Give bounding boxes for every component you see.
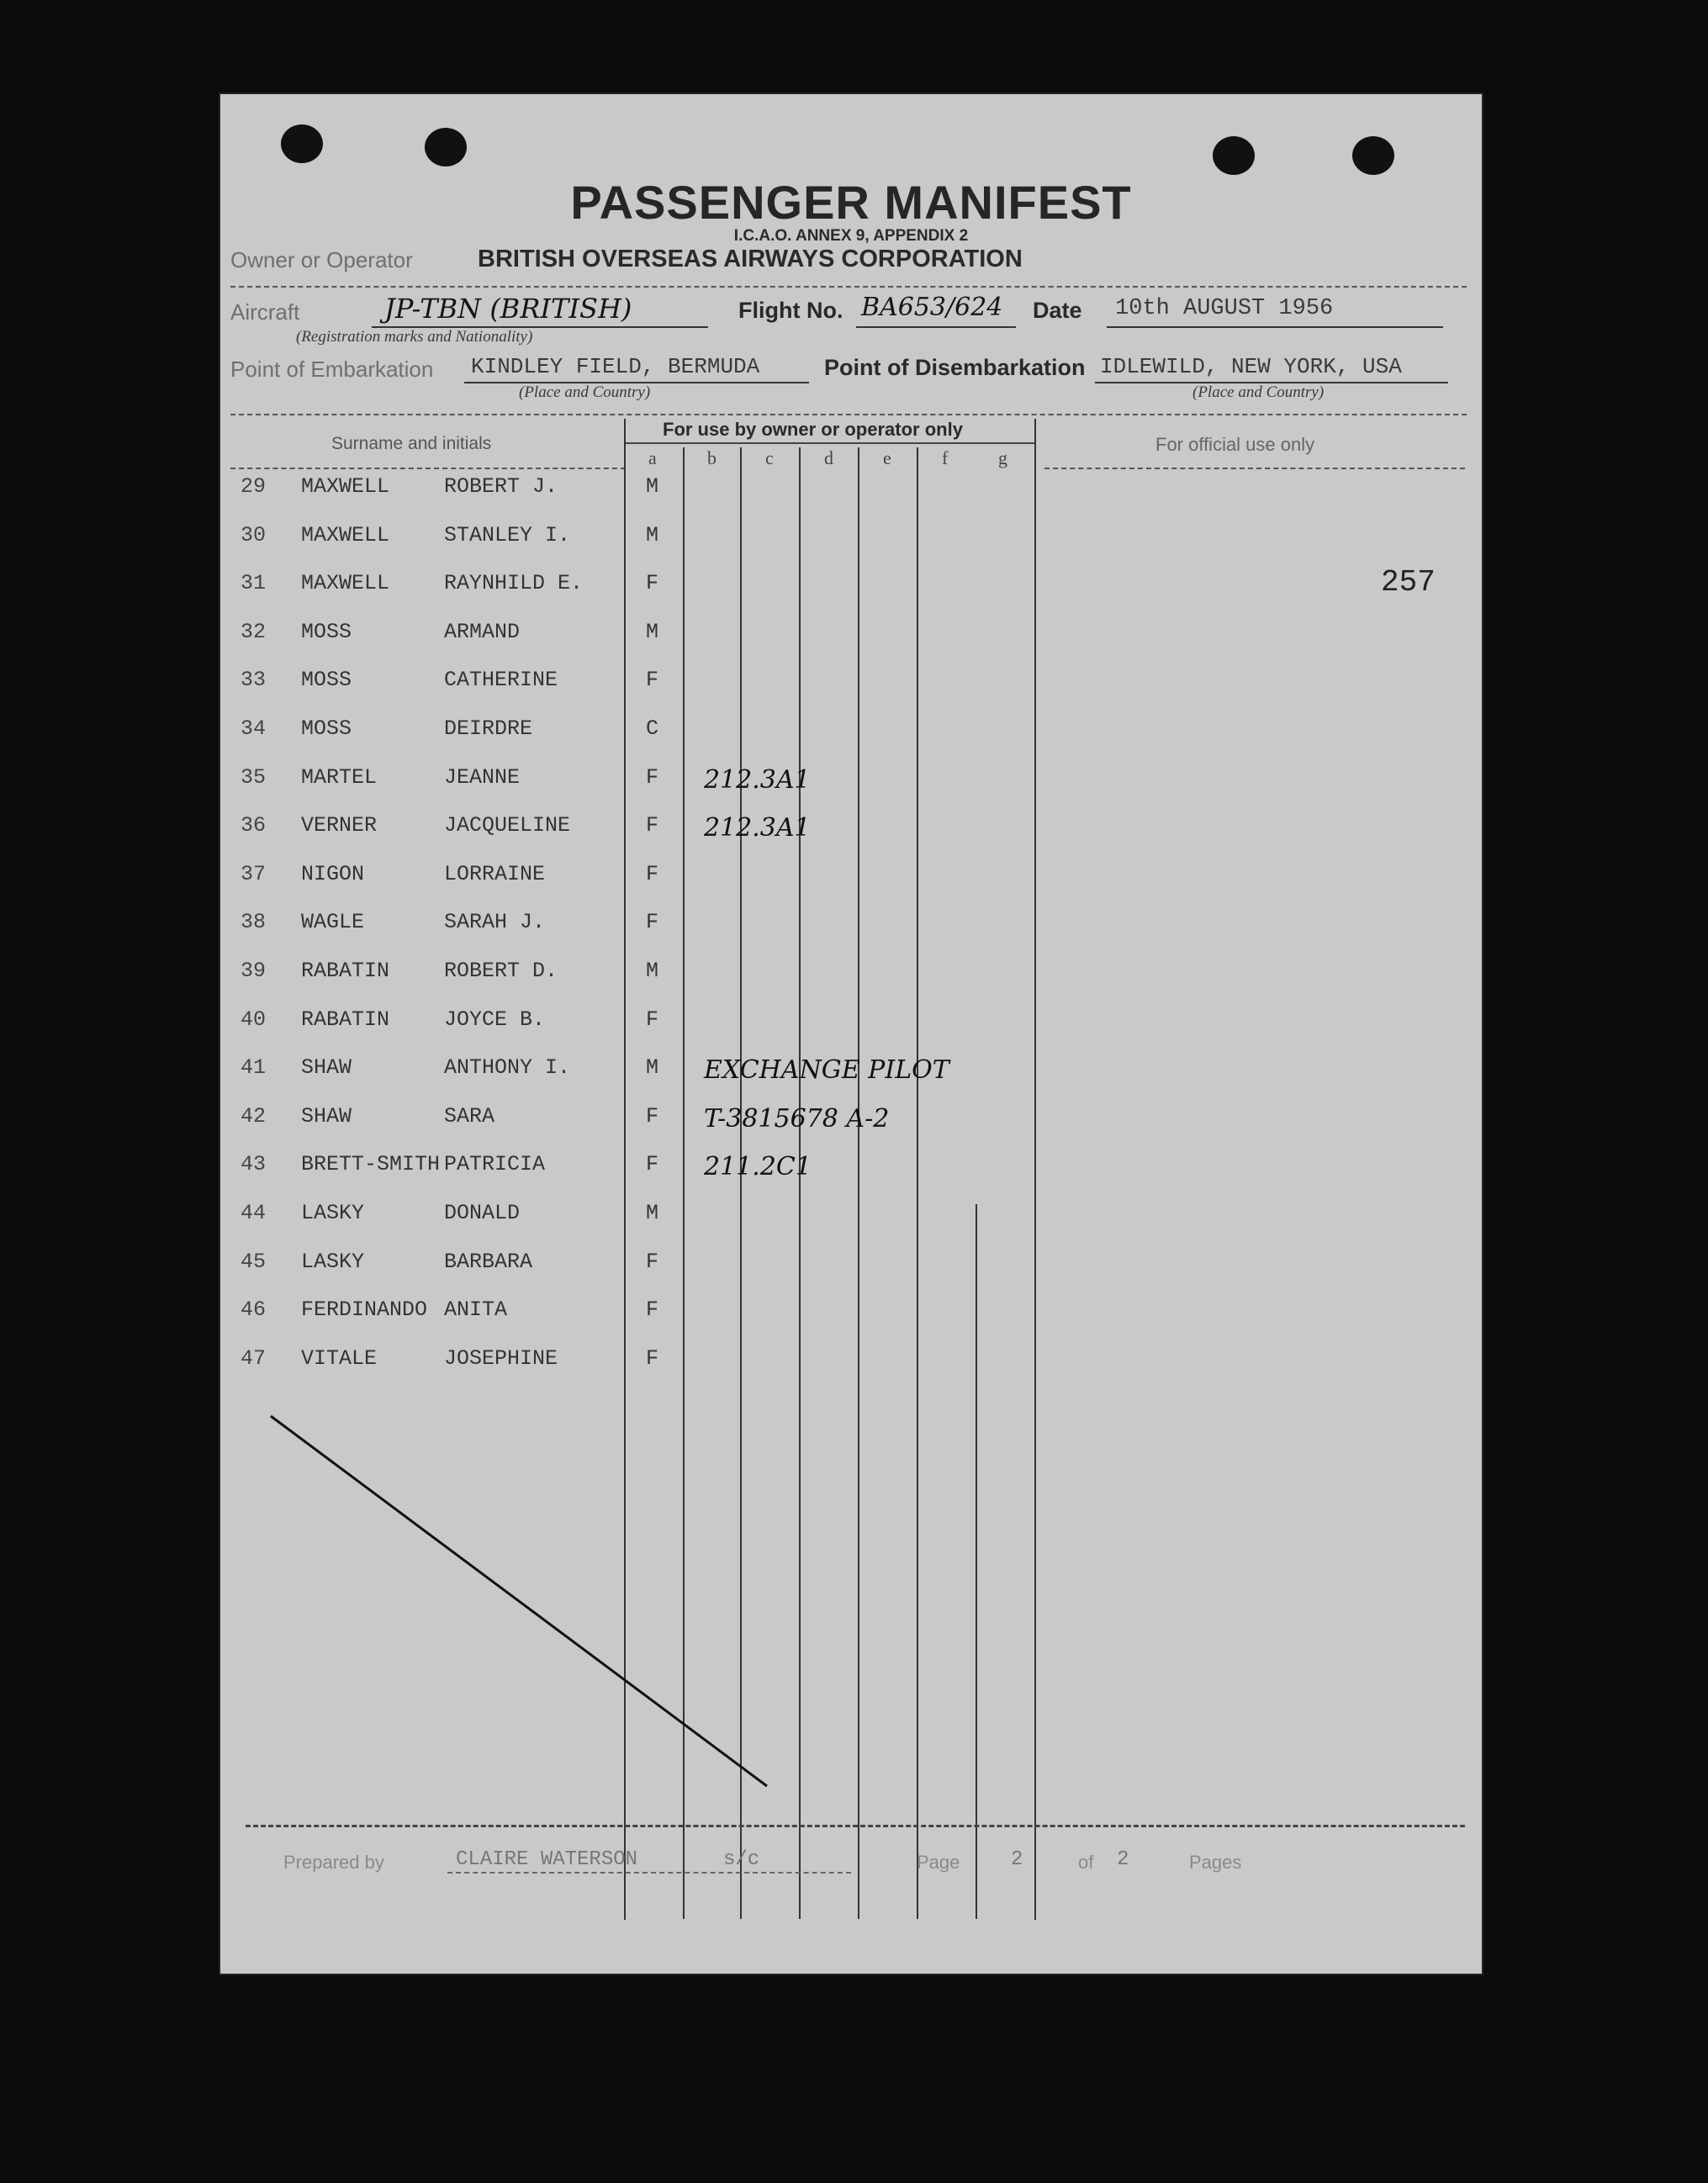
disembark-value: IDLEWILD, NEW YORK, USA: [1100, 354, 1402, 379]
passenger-sex: F: [646, 1152, 659, 1176]
page-value: 2: [1011, 1848, 1023, 1871]
passenger-given-name: ANTHONY I.: [444, 1055, 571, 1080]
page-label: Page: [917, 1852, 960, 1873]
prepared-underline: [447, 1872, 851, 1874]
of-value: 2: [1117, 1848, 1129, 1871]
col-official-header: For official use only: [1155, 434, 1315, 455]
passenger-given-name: PATRICIA: [444, 1152, 546, 1176]
passenger-note: 212.3A1: [704, 765, 811, 795]
aircraft-note: (Registration marks and Nationality): [296, 328, 533, 346]
passenger-number: 46: [241, 1298, 267, 1322]
passenger-surname: RABATIN: [301, 1007, 390, 1032]
owner-value: BRITISH OVERSEAS AIRWAYS CORPORATION: [478, 246, 1023, 272]
passenger-given-name: ROBERT D.: [444, 959, 558, 983]
passenger-surname: MAXWELL: [301, 474, 390, 499]
passenger-given-name: RAYNHILD E.: [444, 571, 584, 595]
passenger-number: 33: [241, 668, 267, 692]
prepared-value: CLAIRE WATERSON: [456, 1848, 638, 1871]
passenger-sex: F: [646, 765, 659, 790]
passenger-sex: C: [646, 716, 659, 741]
embark-note: (Place and Country): [519, 383, 651, 401]
passenger-surname: MOSS: [301, 716, 352, 741]
col-operator-header: For use by owner or operator only: [663, 419, 963, 440]
passenger-sex: M: [646, 1201, 659, 1225]
col-letter-b: b: [707, 447, 717, 468]
embark-label: Point of Embarkation: [230, 357, 434, 382]
passenger-number: 37: [241, 862, 267, 886]
passenger-given-name: JACQUELINE: [444, 813, 571, 838]
col-name-header: Surname and initials: [331, 434, 492, 453]
col-letter-e: e: [883, 447, 891, 468]
passenger-given-name: ROBERT J.: [444, 474, 558, 499]
passenger-given-name: ANITA: [444, 1298, 508, 1322]
aircraft-value: JP-TBN (BRITISH): [384, 293, 632, 325]
passenger-given-name: CATHERINE: [444, 668, 558, 692]
passenger-number: 38: [241, 910, 267, 934]
disembark-label: Point of Disembarkation: [824, 355, 1086, 380]
passenger-number: 43: [241, 1152, 267, 1176]
aircraft-label: Aircraft: [230, 299, 300, 325]
passenger-surname: WAGLE: [301, 910, 365, 934]
col-letter-g: g: [998, 447, 1007, 468]
passenger-surname: MOSS: [301, 620, 352, 644]
passenger-given-name: JOYCE B.: [444, 1007, 546, 1032]
passenger-sex: M: [646, 620, 659, 644]
passenger-sex: M: [646, 959, 659, 983]
passenger-surname: VERNER: [301, 813, 378, 838]
passenger-given-name: JOSEPHINE: [444, 1346, 558, 1371]
passenger-number: 41: [241, 1055, 267, 1080]
passenger-note: EXCHANGE PILOT: [704, 1055, 949, 1085]
passenger-number: 31: [241, 571, 267, 595]
passenger-surname: SHAW: [301, 1104, 352, 1128]
passenger-sex: F: [646, 813, 659, 838]
passenger-surname: MARTEL: [301, 765, 378, 790]
passenger-number: 44: [241, 1201, 267, 1225]
col-letter-d: d: [824, 447, 833, 468]
passenger-sex: F: [646, 1104, 659, 1128]
flight-value: BA653/624: [861, 293, 1003, 322]
passenger-number: 35: [241, 765, 267, 790]
passenger-number: 34: [241, 716, 267, 741]
passenger-surname: MAXWELL: [301, 523, 390, 547]
passenger-given-name: ARMAND: [444, 620, 521, 644]
passenger-note: 211.2C1: [704, 1152, 812, 1181]
passenger-note: T-3815678 A-2: [704, 1104, 890, 1134]
passenger-surname: LASKY: [301, 1201, 365, 1225]
passenger-surname: MOSS: [301, 668, 352, 692]
passenger-given-name: DONALD: [444, 1201, 521, 1225]
embark-value: KINDLEY FIELD, BERMUDA: [471, 354, 760, 379]
passenger-surname: FERDINANDO: [301, 1298, 428, 1322]
passenger-number: 39: [241, 959, 267, 983]
passenger-number: 32: [241, 620, 267, 644]
passenger-sex: F: [646, 862, 659, 886]
passenger-sex: M: [646, 523, 659, 547]
date-label: Date: [1033, 298, 1082, 323]
passenger-surname: NIGON: [301, 862, 365, 886]
passenger-surname: LASKY: [301, 1250, 365, 1274]
disembark-note: (Place and Country): [1192, 383, 1325, 401]
owner-label: Owner or Operator: [230, 247, 413, 272]
passenger-given-name: DEIRDRE: [444, 716, 533, 741]
passenger-surname: RABATIN: [301, 959, 390, 983]
passenger-sex: F: [646, 1007, 659, 1032]
passenger-sex: F: [646, 910, 659, 934]
manifest-sheet: [220, 94, 1482, 1974]
page-stamp: 257: [1381, 565, 1436, 600]
passenger-surname: VITALE: [301, 1346, 378, 1371]
page-title: PASSENGER MANIFEST: [570, 176, 1132, 229]
passenger-sex: F: [646, 1298, 659, 1322]
passenger-note: 212.3A1: [704, 813, 811, 843]
passenger-given-name: BARBARA: [444, 1250, 533, 1274]
passenger-given-name: SARAH J.: [444, 910, 546, 934]
passenger-sex: F: [646, 571, 659, 595]
passenger-number: 40: [241, 1007, 267, 1032]
passenger-number: 30: [241, 523, 267, 547]
page-subtitle: I.C.A.O. ANNEX 9, APPENDIX 2: [733, 227, 969, 245]
passenger-sex: F: [646, 1250, 659, 1274]
passenger-surname: BRETT-SMITH: [301, 1152, 441, 1176]
passenger-sex: F: [646, 1346, 659, 1371]
passenger-surname: MAXWELL: [301, 571, 390, 595]
passenger-surname: SHAW: [301, 1055, 352, 1080]
passenger-given-name: LORRAINE: [444, 862, 546, 886]
col-letter-c: c: [765, 447, 774, 468]
cancel-stroke: [220, 94, 1482, 1974]
passenger-number: 42: [241, 1104, 267, 1128]
passenger-number: 47: [241, 1346, 267, 1371]
passenger-sex: F: [646, 668, 659, 692]
col-letter-f: f: [942, 447, 949, 468]
prepared-label: Prepared by: [283, 1852, 384, 1873]
passenger-sex: M: [646, 1055, 659, 1080]
pages-label: Pages: [1189, 1852, 1242, 1873]
passenger-number: 36: [241, 813, 267, 838]
passenger-given-name: SARA: [444, 1104, 495, 1128]
col-letter-a: a: [648, 447, 657, 468]
passenger-given-name: JEANNE: [444, 765, 521, 790]
prepared-suffix: s/c: [723, 1848, 760, 1871]
passenger-sex: M: [646, 474, 659, 499]
of-label: of: [1078, 1852, 1094, 1873]
footer-rule: [246, 1825, 1465, 1827]
date-value: 10th AUGUST 1956: [1115, 296, 1334, 321]
passenger-number: 29: [241, 474, 267, 499]
passenger-number: 45: [241, 1250, 267, 1274]
passenger-given-name: STANLEY I.: [444, 523, 571, 547]
flight-label: Flight No.: [738, 298, 843, 323]
